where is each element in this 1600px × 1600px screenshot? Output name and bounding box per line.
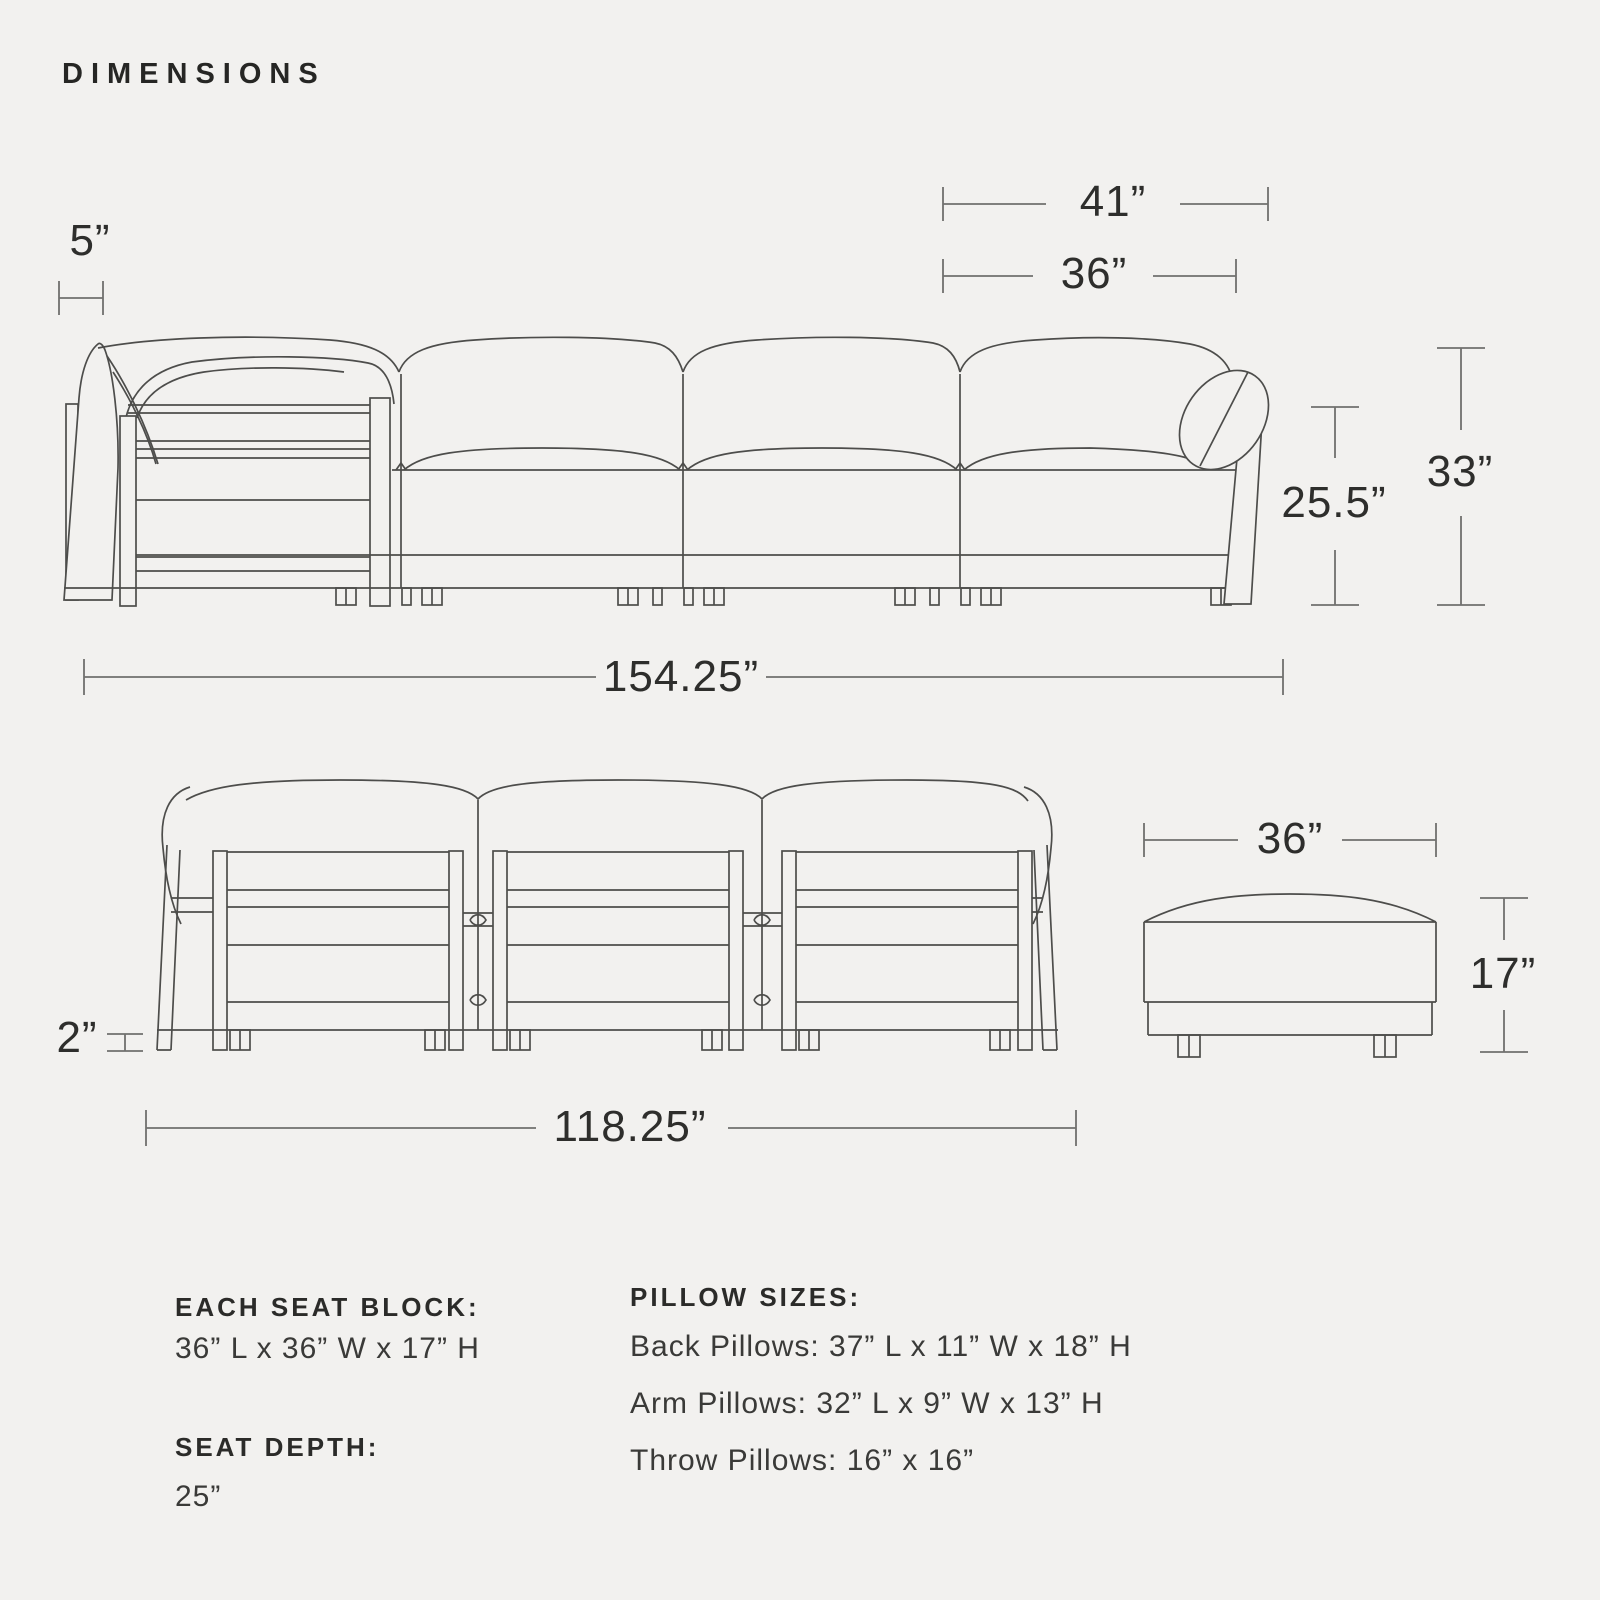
side-frame-left-rail (120, 416, 136, 606)
pillow-size-throw: Throw Pillows: 16” x 16” (630, 1444, 975, 1477)
dim-line-leg-height (107, 1034, 143, 1051)
side-seat-seams (401, 374, 1237, 588)
dim-label-leg-height: 2” (56, 1013, 98, 1062)
side-corner-cushion (124, 357, 394, 430)
seat-block-heading: EACH SEAT BLOCK: (175, 1292, 480, 1322)
page-title: DIMENSIONS (62, 58, 326, 90)
ottoman-base (1148, 1002, 1432, 1035)
ottoman-drawing (1144, 894, 1436, 1057)
ottoman-legs (1178, 1035, 1396, 1057)
back-legs (230, 1030, 1010, 1050)
side-legs (336, 588, 1231, 605)
dim-label-seat-width: 36” (1060, 249, 1128, 298)
dim-label-ottoman-height: 17” (1469, 949, 1537, 998)
dim-line-arm-width (59, 281, 103, 315)
dim-label-back-frame-length: 118.25” (553, 1102, 707, 1151)
pillow-size-arm: Arm Pillows: 32” L x 9” W x 13” H (630, 1387, 1104, 1420)
side-frame-right-rail (370, 398, 390, 606)
back-frame-posts (213, 851, 1032, 1050)
seat-depth-heading: SEAT DEPTH: (175, 1432, 380, 1462)
dim-label-overall-height: 33” (1426, 447, 1494, 496)
seat-block-value: 36” L x 36” W x 17” H (175, 1332, 480, 1365)
side-seat-cushions (396, 448, 1200, 470)
dim-label-ottoman-width: 36” (1256, 814, 1324, 863)
back-cushions-top (186, 780, 1028, 801)
side-back-cushions (98, 337, 1233, 382)
pillow-sizes-heading: PILLOW SIZES: (630, 1282, 862, 1312)
side-left-arm (64, 343, 118, 600)
side-bolster-pillow (1161, 353, 1287, 486)
pillow-size-back: Back Pillows: 37” L x 11” W x 18” H (630, 1330, 1132, 1363)
dim-label-arm-width: 5” (69, 216, 111, 265)
dim-label-overall-length: 154.25” (602, 652, 760, 701)
ottoman-cushion (1144, 894, 1436, 1002)
side-frame-slats (128, 405, 388, 571)
sofa-back-view-drawing (157, 780, 1058, 1050)
dim-label-seat-plus-arm: 41” (1079, 177, 1147, 226)
back-left-arm (157, 787, 213, 1050)
dim-label-seat-back-height: 25.5” (1281, 478, 1387, 527)
sofa-side-view-drawing (64, 337, 1287, 606)
back-frame-slats (213, 852, 1032, 1002)
seat-depth-value: 25” (175, 1480, 222, 1513)
